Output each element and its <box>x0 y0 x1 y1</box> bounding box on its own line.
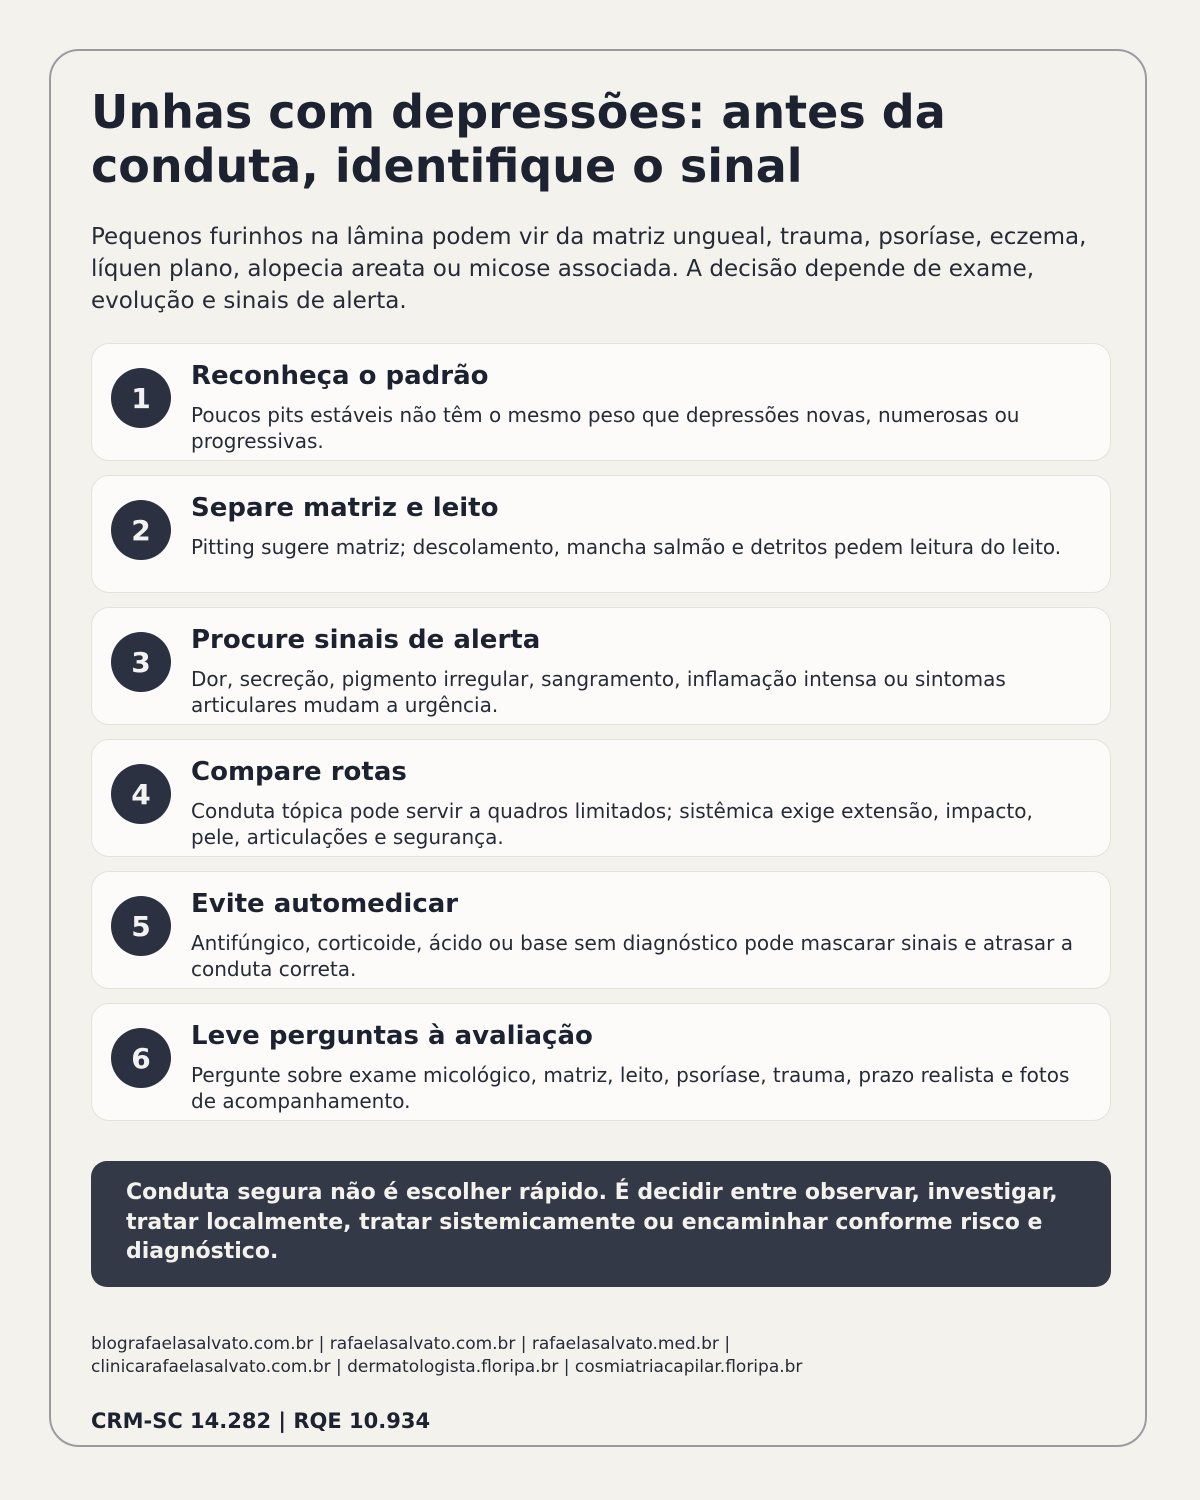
intro-paragraph: Pequenos furinhos na lâmina podem vir da matriz ungueal, trauma, psoríase, eczema, líquen plano, alopecia areata ou micose associada. A decisão depende de exame, evolução e sinais de alerta. <box>91 224 1087 314</box>
step-card <box>91 475 1111 593</box>
step-description: Conduta tópica pode servir a quadros limitados; sistêmica exige extensão, impacto, pele, articulações e segurança. <box>191 799 1033 849</box>
step-title: Leve perguntas à avaliação <box>191 1021 593 1051</box>
step-description: Poucos pits estáveis não têm o mesmo peso que depressões novas, numerosas ou progressivas. <box>191 403 1020 453</box>
step-card <box>91 343 1111 461</box>
callout-text: Conduta segura não é escolher rápido. É decidir entre observar, investigar, tratar localmente, tratar sistemicamente ou encaminhar conforme risco e diagnóstico. <box>126 1180 1058 1264</box>
step-description: Antifúngico, corticoide, ácido ou base sem diagnóstico pode mascarar sinais e atrasar a conduta correta. <box>191 931 1073 981</box>
page-title: Unhas com depressões: antes da conduta, identifique o sinal <box>91 85 946 193</box>
step-description: Dor, secreção, pigmento irregular, sangramento, inflamação intensa ou sintomas articulares mudam a urgência. <box>191 667 1006 717</box>
step-title: Reconheça o padrão <box>191 361 489 391</box>
step-title: Evite automedicar <box>191 889 459 919</box>
summary-callout <box>91 1161 1111 1287</box>
website-links-line-2: clinicarafaelasalvato.com.br | dermatologista.floripa.br | cosmiatriacapilar.floripa.br <box>91 1357 803 1377</box>
professional-credentials: CRM-SC 14.282 | RQE 10.934 <box>91 1409 431 1433</box>
step-card <box>91 739 1111 857</box>
step-description: Pitting sugere matriz; descolamento, mancha salmão e detritos pedem leitura do leito. <box>191 535 1062 559</box>
step-number-badge: 5 <box>111 896 171 956</box>
step-card <box>91 1003 1111 1121</box>
infographic-card <box>49 49 1147 1447</box>
website-links-line-1: blografaelasalvato.com.br | rafaelasalvato.com.br | rafaelasalvato.med.br | <box>91 1334 731 1354</box>
step-number-badge: 2 <box>111 500 171 560</box>
step-title: Procure sinais de alerta <box>191 625 541 655</box>
step-number-badge: 1 <box>111 368 171 428</box>
step-card <box>91 607 1111 725</box>
website-links <box>91 1333 1091 1379</box>
step-card <box>91 871 1111 989</box>
step-description: Pergunte sobre exame micológico, matriz, leito, psoríase, trauma, prazo realista e fotos de acompanhamento. <box>191 1063 1070 1113</box>
step-number-badge: 3 <box>111 632 171 692</box>
step-title: Separe matriz e leito <box>191 493 499 523</box>
step-number-badge: 4 <box>111 764 171 824</box>
step-title: Compare rotas <box>191 757 407 787</box>
step-number-badge: 6 <box>111 1028 171 1088</box>
